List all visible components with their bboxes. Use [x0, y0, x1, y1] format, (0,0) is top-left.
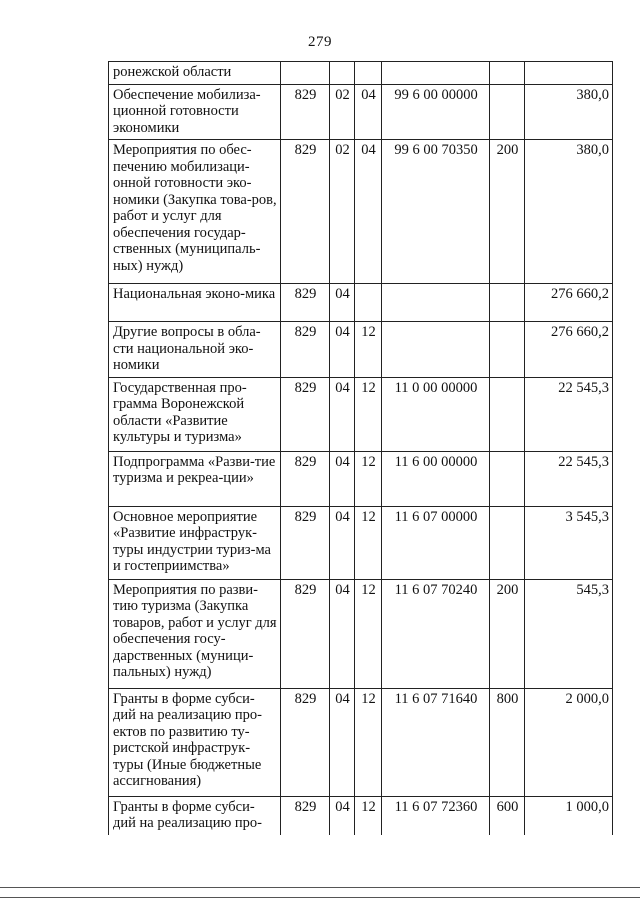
- table-row: [109, 62, 613, 85]
- cell-expense-type: [490, 84, 525, 140]
- cell-expense-type: [490, 322, 525, 378]
- cell-target-article: 11 6 00 00000: [382, 451, 490, 506]
- cell-amount: 380,0: [525, 140, 613, 284]
- page-bottom-rule: [0, 897, 640, 898]
- table-row: [109, 796, 613, 835]
- cell-ministry-code: 829: [281, 140, 330, 284]
- cell-expense-type: [490, 451, 525, 506]
- cell-expense-type: 600: [490, 796, 525, 835]
- cell-section: [330, 62, 355, 85]
- row-name: Мероприятия по разви-тию туризма (Закупка товаров, работ и услуг для обеспечения госу-дарственных (муници-пальных) нужд): [109, 579, 281, 688]
- cell-target-article: 11 6 07 72360: [382, 796, 490, 835]
- cell-target-article: [382, 322, 490, 378]
- page-number: 279: [308, 34, 332, 50]
- cell-section: 04: [330, 796, 355, 835]
- cell-amount: 380,0: [525, 84, 613, 140]
- cell-target-article: 11 6 07 00000: [382, 506, 490, 579]
- cell-subsection: 12: [355, 322, 382, 378]
- cell-subsection: 12: [355, 506, 382, 579]
- cell-ministry-code: [281, 62, 330, 85]
- cell-section: 02: [330, 84, 355, 140]
- cell-section: 04: [330, 377, 355, 451]
- table-row: [109, 377, 613, 451]
- cell-ministry-code: 829: [281, 506, 330, 579]
- budget-table: [108, 61, 613, 835]
- row-name: Государственная про-грамма Воронежской области «Развитие культуры и туризма»: [109, 377, 281, 451]
- cell-subsection: 12: [355, 377, 382, 451]
- page-bottom-rule: [0, 887, 640, 888]
- cell-amount: 2 000,0: [525, 688, 613, 796]
- row-name: Подпрограмма «Разви-тие туризма и рекреа-ции»: [109, 451, 281, 506]
- cell-expense-type: 200: [490, 579, 525, 688]
- cell-section: 04: [330, 579, 355, 688]
- cell-ministry-code: 829: [281, 796, 330, 835]
- table-row: [109, 688, 613, 796]
- cell-target-article: [382, 284, 490, 322]
- cell-ministry-code: 829: [281, 284, 330, 322]
- cell-expense-type: [490, 62, 525, 85]
- cell-expense-type: [490, 284, 525, 322]
- cell-amount: 276 660,2: [525, 284, 613, 322]
- cell-ministry-code: 829: [281, 451, 330, 506]
- cell-ministry-code: 829: [281, 688, 330, 796]
- cell-ministry-code: 829: [281, 322, 330, 378]
- cell-section: 02: [330, 140, 355, 284]
- cell-section: 04: [330, 688, 355, 796]
- table-row: [109, 579, 613, 688]
- row-name: Национальная эконо-мика: [109, 284, 281, 322]
- table-row: [109, 140, 613, 284]
- table-row: [109, 451, 613, 506]
- row-name: ронежской области: [109, 62, 281, 85]
- cell-subsection: [355, 284, 382, 322]
- row-name: Мероприятия по обес-печению мобилизаци-онной готовности эко-номики (Закупка това-ров, работ и услуг для обеспечения государ-ственных (муниципаль-ных) нужд): [109, 140, 281, 284]
- cell-amount: 22 545,3: [525, 451, 613, 506]
- table-row: [109, 322, 613, 378]
- cell-subsection: 12: [355, 796, 382, 835]
- row-name: Основное мероприятие «Развитие инфраструк-туры индустрии туриз-ма и гостеприимства»: [109, 506, 281, 579]
- cell-amount: 22 545,3: [525, 377, 613, 451]
- table-row: [109, 84, 613, 140]
- cell-amount: 1 000,0: [525, 796, 613, 835]
- row-name: Гранты в форме субси-дий на реализацию про-: [109, 796, 281, 835]
- cell-target-article: 11 6 07 71640: [382, 688, 490, 796]
- cell-target-article: 99 6 00 00000: [382, 84, 490, 140]
- cell-amount: 545,3: [525, 579, 613, 688]
- cell-section: 04: [330, 506, 355, 579]
- cell-ministry-code: 829: [281, 377, 330, 451]
- cell-target-article: [382, 62, 490, 85]
- cell-subsection: 12: [355, 579, 382, 688]
- cell-ministry-code: 829: [281, 579, 330, 688]
- cell-target-article: 99 6 00 70350: [382, 140, 490, 284]
- cell-section: 04: [330, 322, 355, 378]
- table-row: [109, 284, 613, 322]
- cell-expense-type: 200: [490, 140, 525, 284]
- row-name: Другие вопросы в обла-сти национальной эко-номики: [109, 322, 281, 378]
- cell-subsection: 12: [355, 451, 382, 506]
- cell-amount: [525, 62, 613, 85]
- cell-target-article: 11 0 00 00000: [382, 377, 490, 451]
- cell-section: 04: [330, 451, 355, 506]
- cell-subsection: 04: [355, 140, 382, 284]
- cell-amount: 3 545,3: [525, 506, 613, 579]
- cell-amount: 276 660,2: [525, 322, 613, 378]
- cell-target-article: 11 6 07 70240: [382, 579, 490, 688]
- cell-subsection: 12: [355, 688, 382, 796]
- cell-subsection: 04: [355, 84, 382, 140]
- row-name: Обеспечение мобилиза-ционной готовности экономики: [109, 84, 281, 140]
- cell-section: 04: [330, 284, 355, 322]
- cell-expense-type: [490, 377, 525, 451]
- cell-ministry-code: 829: [281, 84, 330, 140]
- row-name: Гранты в форме субси-дий на реализацию про-ектов по развитию ту-ристской инфраструк-туры (Иные бюджетные ассигнования): [109, 688, 281, 796]
- table-row: [109, 506, 613, 579]
- cell-subsection: [355, 62, 382, 85]
- cell-expense-type: [490, 506, 525, 579]
- cell-expense-type: 800: [490, 688, 525, 796]
